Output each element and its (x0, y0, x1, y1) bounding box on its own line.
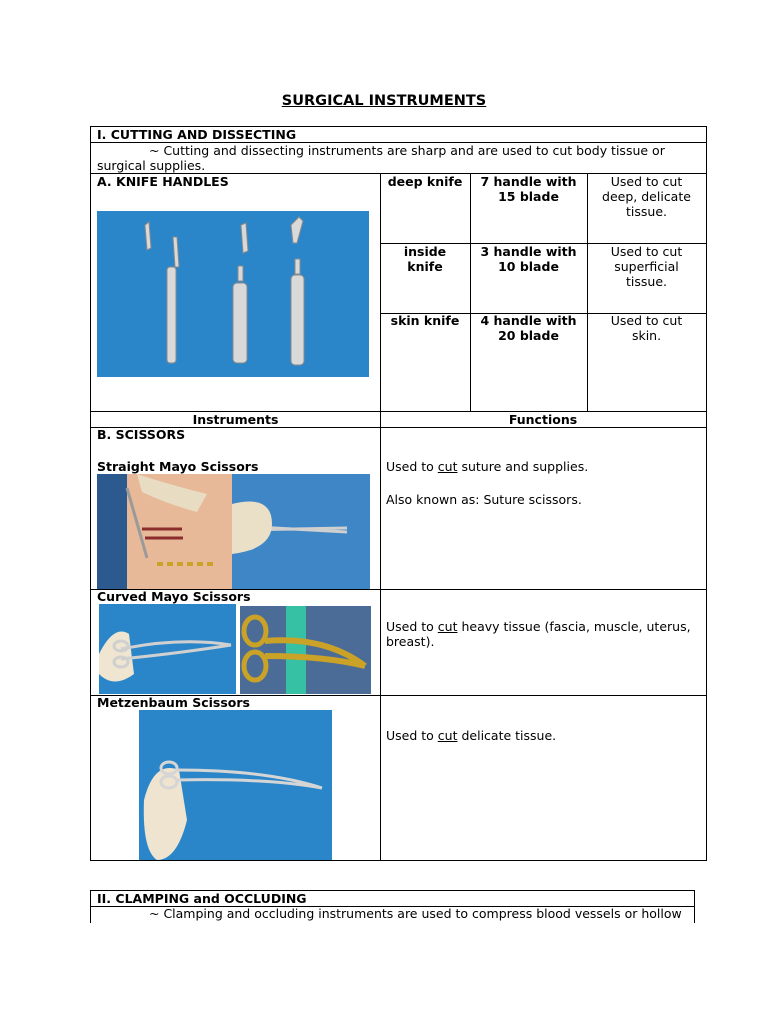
function-text: Used to (386, 459, 438, 474)
knife-row-2-use: Used to cut superficial tissue. (610, 244, 683, 289)
curved-mayo-photo-2 (240, 606, 371, 694)
knife-row-1-handle-cell (470, 173, 588, 244)
function-text: heavy tissue (fascia, muscle, uterus, breast). (386, 619, 691, 649)
metzenbaum-function (386, 728, 556, 743)
metzenbaum-photo (139, 710, 332, 860)
knife-row-2-handle: 3 handle with 10 blade (480, 244, 577, 274)
knife-row-3-use: Used to cut skin. (610, 313, 683, 343)
section-2-heading: II. CLAMPING and OCCLUDING (97, 891, 307, 906)
knife-row-1-use-cell (587, 173, 707, 244)
straight-mayo-aka: Also known as: Suture scissors. (386, 492, 582, 507)
section-1-heading: I. CUTTING AND DISSECTING (97, 127, 297, 142)
curved-mayo-name: Curved Mayo Scissors (97, 589, 251, 604)
knife-row-2-name-cell (380, 243, 471, 314)
scissors-icon (139, 710, 332, 860)
section-1-description: ~ Cutting and dissecting instruments are sharp and are used to cut body tissue or surgical supplies. (97, 143, 665, 173)
knife-row-3-use-cell (587, 313, 707, 412)
metzenbaum-name: Metzenbaum Scissors (97, 695, 250, 710)
function-verb: cut (437, 619, 458, 634)
function-verb: cut (437, 728, 458, 743)
instruments-header-cell (90, 411, 381, 428)
curved-mayo-function-cell (380, 589, 707, 696)
function-text: Used to (386, 728, 438, 743)
section-2-heading-row (90, 890, 695, 907)
function-text: suture and supplies. (457, 459, 589, 474)
scissors-icon (97, 474, 370, 589)
scalpel-icon (97, 211, 369, 377)
knife-row-1-name-cell (380, 173, 471, 244)
page-title: SURGICAL INSTRUMENTS (281, 93, 487, 109)
knife-handles-photo (97, 211, 369, 377)
section-1-heading-row (90, 126, 707, 143)
scissors-icon (240, 606, 371, 694)
instruments-header: Instruments (192, 412, 279, 427)
knife-handles-cell (90, 173, 381, 412)
straight-mayo-name: Straight Mayo Scissors (97, 459, 259, 474)
knife-row-1-handle: 7 handle with 15 blade (480, 174, 577, 204)
scissors-label: B. SCISSORS (97, 427, 186, 442)
curved-mayo-function (386, 619, 698, 649)
knife-row-2-handle-cell (470, 243, 588, 314)
section-1-description-row (90, 142, 707, 174)
straight-mayo-function-cell (380, 427, 707, 590)
knife-row-2-name: inside knife (403, 244, 447, 274)
section-2-description-row (90, 906, 695, 923)
scissors-icon (99, 604, 236, 694)
knife-row-3-name: skin knife (390, 313, 460, 328)
straight-mayo-photo (97, 474, 370, 589)
straight-mayo-function (386, 459, 588, 474)
straight-mayo-cell (90, 427, 381, 590)
knife-row-1-use: Used to cut deep, delicate tissue. (602, 174, 691, 219)
functions-header: Functions (508, 412, 578, 427)
curved-mayo-cell (90, 589, 381, 696)
knife-row-2-use-cell (587, 243, 707, 314)
knife-row-3-name-cell (380, 313, 471, 412)
functions-header-cell (380, 411, 707, 428)
knife-handles-label: A. KNIFE HANDLES (97, 174, 229, 189)
metzenbaum-cell (90, 695, 381, 861)
function-text: delicate tissue. (457, 728, 557, 743)
metzenbaum-function-cell (380, 695, 707, 861)
curved-mayo-photo-1 (99, 604, 236, 694)
knife-row-1-name: deep knife (387, 174, 463, 189)
knife-row-3-handle-cell (470, 313, 588, 412)
function-verb: cut (437, 459, 458, 474)
function-text: Used to (386, 619, 438, 634)
knife-row-3-handle: 4 handle with 20 blade (480, 313, 577, 343)
section-2-description: ~ Clamping and occluding instruments are used to compress blood vessels or hollow (149, 906, 682, 921)
